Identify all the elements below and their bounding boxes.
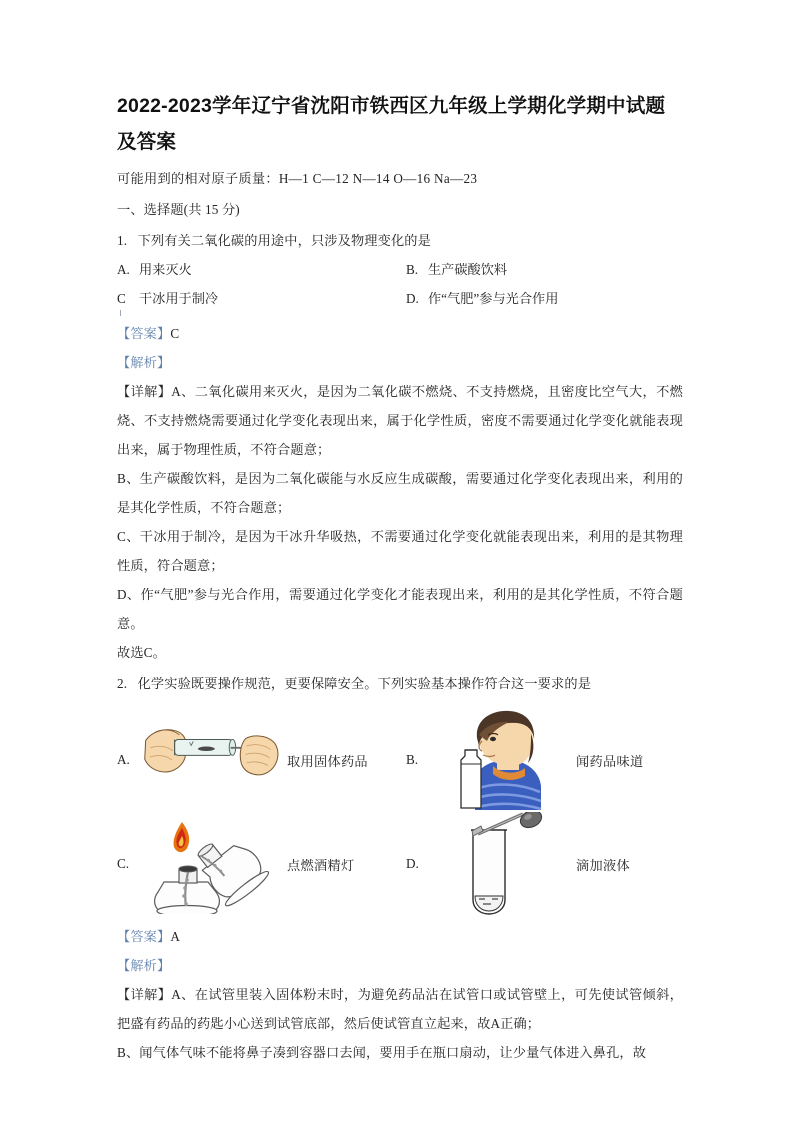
answer-marker: 【答案】 bbox=[117, 326, 171, 341]
test-tube-with-spoon-icon bbox=[141, 717, 281, 803]
lighting-alcohol-lamp-icon bbox=[141, 814, 281, 914]
section-heading: 一、选择题(共 15 分) bbox=[117, 202, 240, 217]
question-1-answer-line bbox=[117, 319, 683, 348]
atomic-masses-line: 可能用到的相对原子质量：H—1 C—12 N—14 O—16 Na—23 bbox=[117, 171, 478, 186]
answer-marker: 【答案】 bbox=[117, 929, 171, 944]
option-c-letter: C. bbox=[117, 856, 130, 871]
option-a-letter: A. bbox=[117, 752, 130, 767]
question-1-option-d[interactable] bbox=[400, 284, 683, 313]
question-2-detail-text-1: A、在试管里装入固体粉末时，为避免药品沾在试管口或试管壁上，可先使试管倾斜，把盛有药品的药匙小心送到试管底部，然后使试管直立起来，故A正确； bbox=[117, 987, 683, 1031]
question-2-picture-row-1 bbox=[117, 708, 683, 812]
question-2-option-a[interactable] bbox=[117, 708, 400, 812]
question-2-answer-line bbox=[117, 922, 683, 951]
question-2-option-d[interactable] bbox=[400, 812, 683, 916]
option-a-caption: 取用固体药品 bbox=[287, 753, 368, 769]
question-1-number: 1. bbox=[117, 233, 128, 248]
option-a-letter: A. bbox=[117, 262, 130, 277]
option-b-text: 生产碳酸饮料 bbox=[428, 262, 508, 277]
question-1-detail-paragraph-3: C、干冰用于制冷，是因为干冰升华吸热，不需要通过化学变化就能表现出来，利用的是其物理性质，符合题意； bbox=[117, 529, 683, 573]
question-2-detail-paragraph-2: B、闻气体气味不能将鼻子凑到容器口去闻，要用手在瓶口扇动，让少量气体进入鼻孔，故 bbox=[117, 1045, 647, 1060]
question-1-stem-text: 下列有关二氧化碳的用途中，只涉及物理变化的是 bbox=[137, 233, 431, 248]
question-2-picture-row-2 bbox=[117, 812, 683, 916]
question-1-detail-paragraph-4: D、作“气肥”参与光合作用，需要通过化学变化才能表现出来，利用的是其化学性质，不符合题意。 bbox=[117, 587, 683, 631]
boy-smelling-bottle-icon bbox=[430, 708, 570, 812]
question-1-option-b[interactable] bbox=[400, 255, 683, 284]
option-b-letter: B. bbox=[406, 752, 419, 767]
analysis-marker: 【解析】 bbox=[117, 958, 171, 973]
page-title: 2022-2023学年辽宁省沈阳市铁西区九年级上学期化学期中试题及答案 bbox=[117, 95, 666, 153]
dropper-in-test-tube-icon bbox=[430, 812, 570, 916]
option-b-letter: B. bbox=[406, 262, 419, 277]
question-2-stem bbox=[117, 669, 683, 698]
option-d-letter: D. bbox=[406, 291, 419, 306]
question-2-stem-text: 化学实验既要操作规范，更要保障安全。下列实验基本操作符合这一要求的是 bbox=[137, 676, 592, 691]
question-2-option-b[interactable] bbox=[400, 708, 683, 812]
question-1-stem bbox=[117, 226, 683, 255]
detail-marker: 【详解】 bbox=[117, 987, 172, 1002]
question-2-answer-value: A bbox=[170, 929, 181, 944]
question-1-options-row-1 bbox=[117, 255, 683, 284]
question-1-detail-text-1: A、二氧化碳用来灭火，是因为二氧化碳不燃烧、不支持燃烧，且密度比空气大，不燃烧、不支持燃烧需要通过化学变化表现出来，属于化学性质，密度不需要通过化学变化就能表现出来，属于物理性质，不符合题意； bbox=[117, 384, 683, 457]
detail-marker: 【详解】 bbox=[117, 384, 172, 399]
option-c-letter: C bbox=[117, 284, 139, 313]
option-c-text: 干冰用于制冷 bbox=[139, 291, 219, 306]
question-1-detail-paragraph-2: B、生产碳酸饮料，是因为二氧化碳能与水反应生成碳酸，需要通过化学变化表现出来，利用的是其化学性质，不符合题意； bbox=[117, 471, 683, 515]
question-1-options-row-2 bbox=[117, 284, 683, 313]
question-1-answer-value: C bbox=[170, 326, 180, 341]
question-2-option-c[interactable] bbox=[117, 812, 400, 916]
option-d-caption: 滴加液体 bbox=[576, 857, 630, 873]
question-1-conclusion: 故选C。 bbox=[117, 645, 166, 660]
question-1-option-c[interactable] bbox=[117, 284, 400, 313]
option-c-caption: 点燃酒精灯 bbox=[287, 857, 355, 873]
option-d-text: 作“气肥”参与光合作用 bbox=[428, 291, 559, 306]
question-2-analysis-marker-line bbox=[117, 951, 683, 980]
option-b-caption: 闻药品味道 bbox=[576, 753, 644, 769]
question-2-picture-options bbox=[117, 708, 683, 916]
option-d-letter: D. bbox=[406, 856, 419, 871]
analysis-marker: 【解析】 bbox=[117, 355, 171, 370]
option-a-text: 用来灭火 bbox=[139, 262, 192, 277]
question-1-analysis-marker-line bbox=[117, 348, 683, 377]
question-1-option-a[interactable] bbox=[117, 255, 400, 284]
question-1-detail-paragraph-1 bbox=[117, 377, 683, 464]
page-content bbox=[117, 88, 683, 1067]
question-2-detail-paragraph-1 bbox=[117, 980, 683, 1038]
question-2-number: 2. bbox=[117, 676, 128, 691]
